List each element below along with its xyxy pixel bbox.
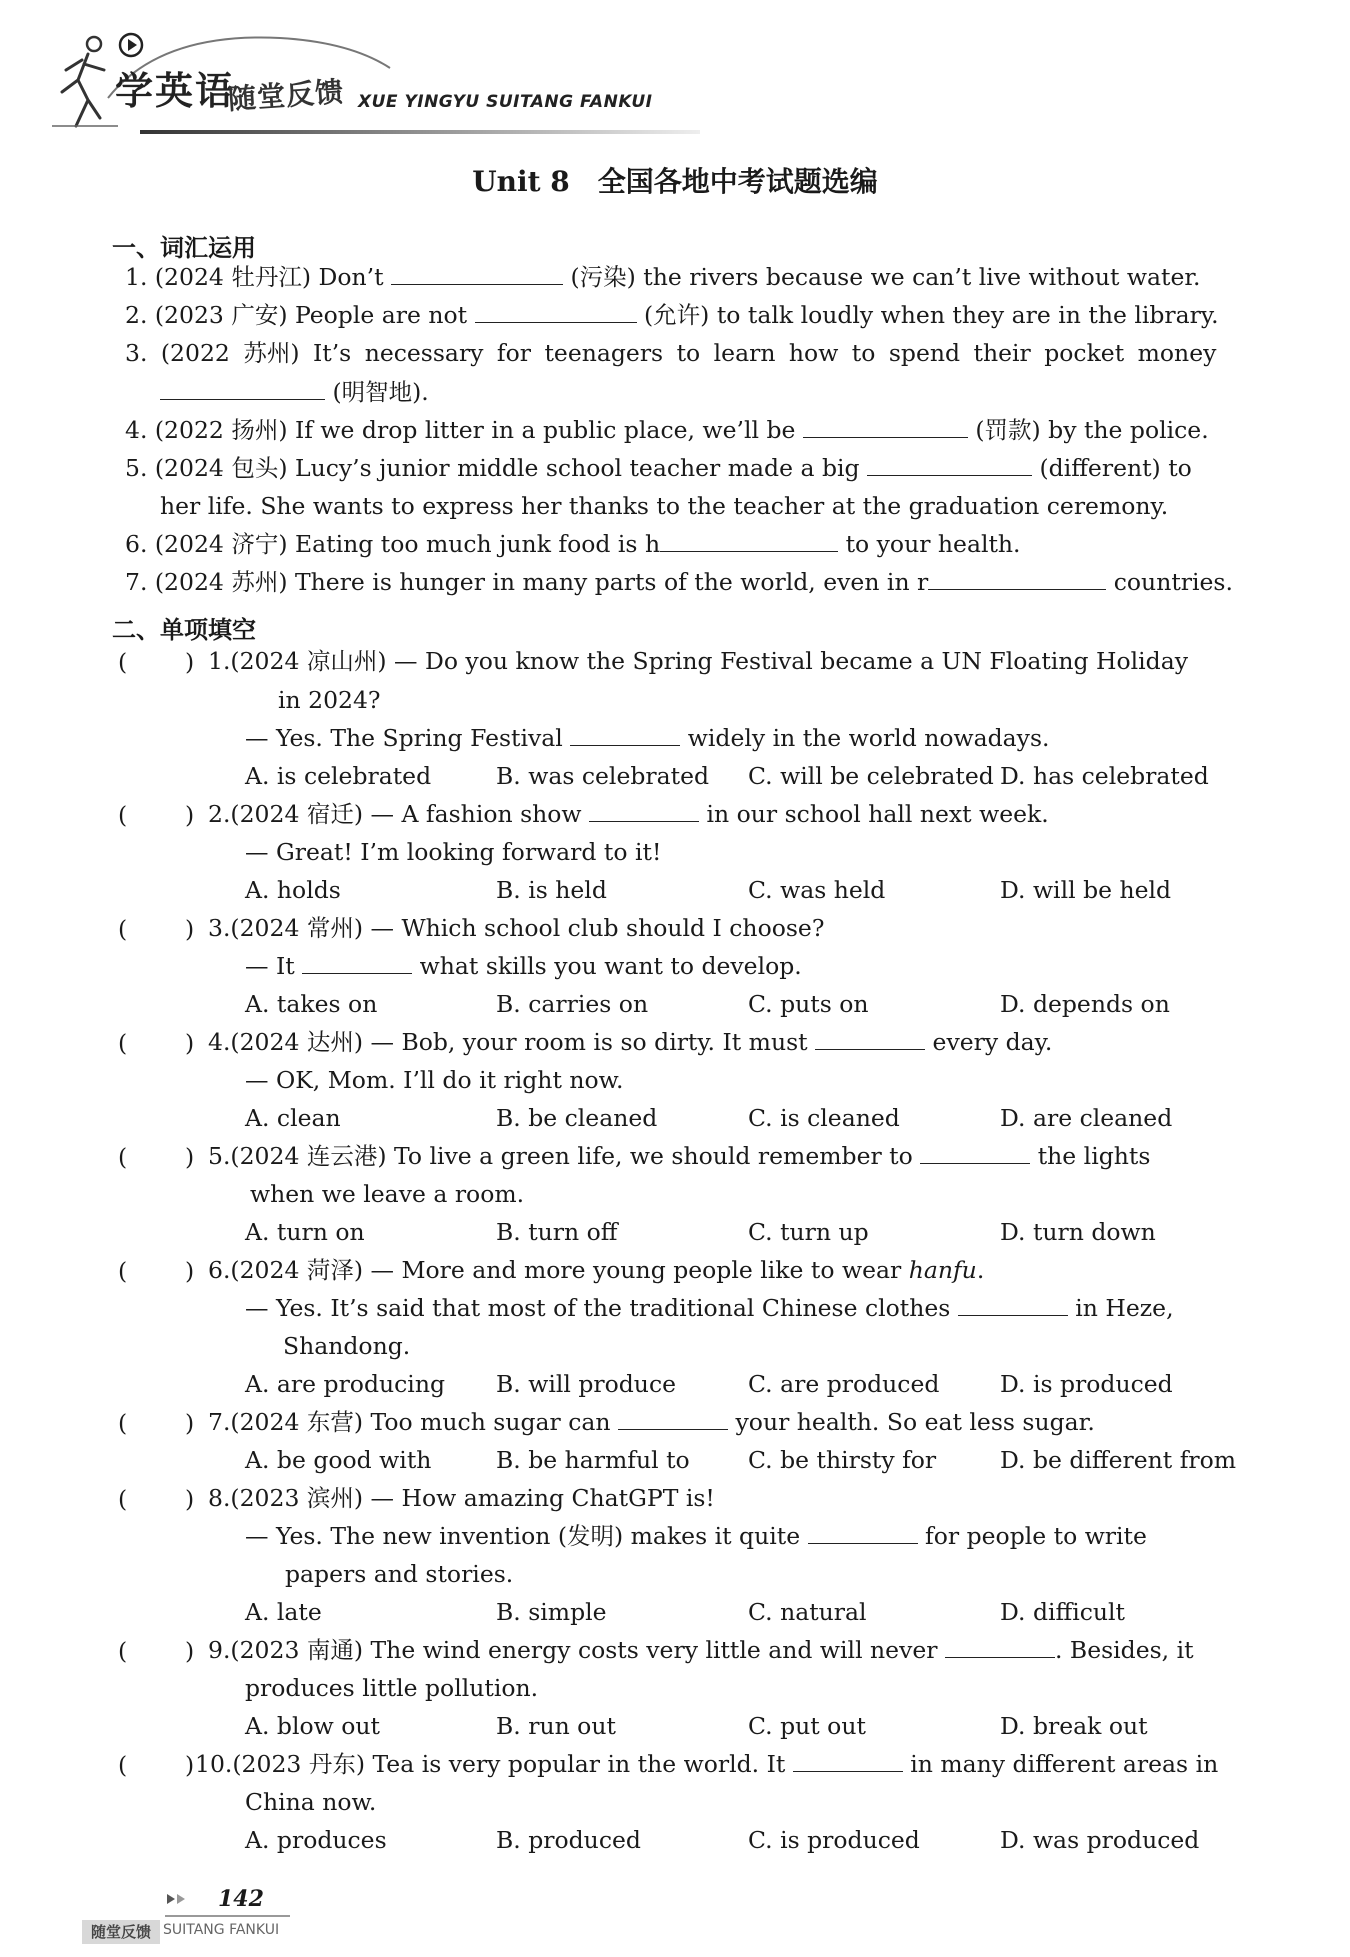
answer-blank[interactable] <box>867 454 1032 476</box>
answer-blank[interactable] <box>660 530 838 552</box>
answer-blank[interactable] <box>160 378 325 400</box>
option-c[interactable]: C. are produced <box>748 1370 940 1398</box>
option-b[interactable]: B. was celebrated <box>496 762 710 790</box>
option-d[interactable]: D. difficult <box>1000 1598 1125 1626</box>
mc-q1-line3: — Yes. The Spring Festival widely in the world nowadays. <box>245 724 1050 752</box>
mc-q10-line1: 10.(2023 丹东) Tea is very popular in the world. It in many different areas in <box>195 1750 1219 1778</box>
vocab-item-3: 3. (2022 苏州) It’s necessary for teenagers to learn how to spend their pocket money <box>125 339 1217 367</box>
vocab-item-1: 1. (2024 牡丹江) Don’t (污染) the rivers because we can’t live without water. <box>125 263 1201 291</box>
option-a[interactable]: A. be good with <box>245 1446 432 1474</box>
answer-paren-close: ) <box>185 1485 195 1513</box>
answer-paren-close: ) <box>185 1143 195 1171</box>
mc-q5-line1: 5.(2024 连云港) To live a green life, we should remember to the lights <box>208 1142 1151 1170</box>
vocab-item-6: 6. (2024 济宁) Eating too much junk food is h to your health. <box>125 530 1021 558</box>
mc-q8-line1: 8.(2023 滨州) — How amazing ChatGPT is! <box>208 1484 715 1512</box>
option-d[interactable]: D. break out <box>1000 1712 1148 1740</box>
option-c[interactable]: C. is produced <box>748 1826 920 1854</box>
option-b[interactable]: B. will produce <box>496 1370 677 1398</box>
answer-paren-open[interactable]: ( <box>118 1751 128 1779</box>
answer-paren-open[interactable]: ( <box>118 1029 128 1057</box>
mc-q4-line2: — OK, Mom. I’ll do it right now. <box>245 1066 624 1094</box>
option-c[interactable]: C. turn up <box>748 1218 869 1246</box>
mc-q6-line1: 6.(2024 菏泽) — More and more young people like to wear hanfu. <box>208 1256 985 1284</box>
header-title-cn2: 随堂反馈 <box>227 74 346 117</box>
vocab-item-3-cont: (明智地). <box>160 378 429 407</box>
answer-paren-close: ) <box>185 1029 195 1057</box>
answer-paren-open[interactable]: ( <box>118 1143 128 1171</box>
option-c[interactable]: C. natural <box>748 1598 867 1626</box>
answer-blank[interactable] <box>391 263 563 285</box>
answer-paren-open[interactable]: ( <box>118 915 128 943</box>
option-d[interactable]: D. depends on <box>1000 990 1170 1018</box>
option-d[interactable]: D. be different from <box>1000 1446 1237 1474</box>
vocab-item-2: 2. (2023 广安) People are not (允许) to talk loudly when they are in the library. <box>125 301 1219 329</box>
section1-title: 一、词汇运用 <box>112 234 256 262</box>
vocab-item-5: 5. (2024 包头) Lucy’s junior middle school teacher made a big (different) to <box>125 454 1192 482</box>
answer-paren-open[interactable]: ( <box>118 1257 128 1285</box>
option-b[interactable]: B. is held <box>496 876 607 904</box>
page-header <box>40 22 680 137</box>
answer-blank[interactable] <box>920 1142 1030 1164</box>
mc-q9-line1: 9.(2023 南通) The wind energy costs very little and will never . Besides, it <box>208 1636 1194 1664</box>
mc-q5-line2: when we leave a room. <box>250 1180 525 1208</box>
option-d[interactable]: D. are cleaned <box>1000 1104 1173 1132</box>
option-c[interactable]: C. will be celebrated <box>748 762 994 790</box>
answer-paren-close: ) <box>185 801 195 829</box>
answer-paren-close: ) <box>185 1409 195 1437</box>
answer-blank[interactable] <box>589 800 699 822</box>
answer-blank[interactable] <box>793 1750 903 1772</box>
vocab-item-7: 7. (2024 苏州) There is hunger in many parts of the world, even in r countries. <box>125 568 1233 596</box>
answer-blank[interactable] <box>928 568 1106 590</box>
answer-paren-close: ) <box>185 1257 195 1285</box>
answer-blank[interactable] <box>475 301 637 323</box>
option-d[interactable]: D. has celebrated <box>1000 762 1209 790</box>
footer-rule <box>165 1915 290 1917</box>
header-underline <box>140 130 700 134</box>
page-number: 142 <box>218 1886 264 1912</box>
double-arrow-icon <box>165 1893 205 1905</box>
option-a[interactable]: A. turn on <box>245 1218 365 1246</box>
option-c[interactable]: C. puts on <box>748 990 869 1018</box>
option-a[interactable]: A. holds <box>245 876 341 904</box>
mc-q6-line3: Shandong. <box>283 1332 411 1360</box>
mc-q7-line1: 7.(2024 东营) Too much sugar can your health. So eat less sugar. <box>208 1408 1095 1436</box>
answer-paren-open[interactable]: ( <box>118 1637 128 1665</box>
unit-title: Unit 8 全国各地中考试题选编 <box>472 165 878 198</box>
mc-q1-line2: in 2024? <box>278 686 381 714</box>
option-d[interactable]: D. is produced <box>1000 1370 1173 1398</box>
option-a[interactable]: A. clean <box>245 1104 341 1132</box>
answer-blank[interactable] <box>945 1636 1055 1658</box>
answer-paren-close: ) <box>185 915 195 943</box>
answer-paren-open[interactable]: ( <box>118 1409 128 1437</box>
answer-paren-close: ) <box>185 1637 195 1665</box>
option-b[interactable]: B. turn off <box>496 1218 618 1246</box>
answer-blank[interactable] <box>808 1522 918 1544</box>
answer-blank[interactable] <box>618 1408 728 1430</box>
footer-badge: 随堂反馈 <box>82 1920 160 1944</box>
option-c[interactable]: C. was held <box>748 876 886 904</box>
option-c[interactable]: C. is cleaned <box>748 1104 900 1132</box>
option-c[interactable]: C. put out <box>748 1712 866 1740</box>
answer-paren-open[interactable]: ( <box>118 801 128 829</box>
option-d[interactable]: D. will be held <box>1000 876 1172 904</box>
play-icon <box>118 32 144 58</box>
option-b[interactable]: B. be cleaned <box>496 1104 658 1132</box>
mc-q8-line3: papers and stories. <box>285 1560 514 1588</box>
answer-blank[interactable] <box>958 1294 1068 1316</box>
answer-paren-close: ) <box>185 1751 195 1779</box>
footer-en: SUITANG FANKUI <box>163 1922 280 1938</box>
mc-q3-line1: 3.(2024 常州) — Which school club should I choose? <box>208 914 825 942</box>
answer-paren-open[interactable]: ( <box>118 1485 128 1513</box>
option-d[interactable]: D. was produced <box>1000 1826 1200 1854</box>
mc-q9-line2: produces little pollution. <box>245 1674 539 1702</box>
option-a[interactable]: A. blow out <box>245 1712 380 1740</box>
mc-q2-line2: — Great! I’m looking forward to it! <box>245 838 662 866</box>
answer-blank[interactable] <box>570 724 680 746</box>
option-a[interactable]: A. takes on <box>245 990 378 1018</box>
mc-q6-line2: — Yes. It’s said that most of the traditional Chinese clothes in Heze, <box>245 1294 1174 1322</box>
header-title-en: XUE YINGYU SUITANG FANKUI <box>358 92 653 112</box>
vocab-item-4: 4. (2022 扬州) If we drop litter in a public place, we’ll be (罚款) by the police. <box>125 416 1209 444</box>
section2-title: 二、单项填空 <box>112 616 256 644</box>
mc-q8-line2: — Yes. The new invention (发明) makes it quite for people to write <box>245 1522 1147 1550</box>
option-b[interactable]: B. run out <box>496 1712 616 1740</box>
answer-blank[interactable] <box>302 952 412 974</box>
mc-q10-line2: China now. <box>245 1788 377 1816</box>
mc-q1-line1: 1.(2024 凉山州) — Do you know the Spring Festival became a UN Floating Holiday <box>208 647 1188 675</box>
header-title-cn: 学英语 <box>115 69 236 113</box>
option-a[interactable]: A. produces <box>245 1826 387 1854</box>
option-b[interactable]: B. simple <box>496 1598 607 1626</box>
option-b[interactable]: B. be harmful to <box>496 1446 690 1474</box>
option-b[interactable]: B. produced <box>496 1826 641 1854</box>
option-a[interactable]: A. is celebrated <box>245 762 432 790</box>
answer-blank[interactable] <box>815 1028 925 1050</box>
option-a[interactable]: A. are producing <box>245 1370 445 1398</box>
mc-q4-line1: 4.(2024 达州) — Bob, your room is so dirty. It must every day. <box>208 1028 1053 1056</box>
answer-paren-open[interactable]: ( <box>118 648 128 676</box>
option-d[interactable]: D. turn down <box>1000 1218 1156 1246</box>
vocab-item-5-cont: her life. She wants to express her thanks to the teacher at the graduation ceremony. <box>160 492 1169 520</box>
option-a[interactable]: A. late <box>245 1598 322 1626</box>
answer-paren-close: ) <box>185 648 195 676</box>
mc-q2-line1: 2.(2024 宿迁) — A fashion show in our school hall next week. <box>208 800 1049 828</box>
answer-blank[interactable] <box>803 416 968 438</box>
option-c[interactable]: C. be thirsty for <box>748 1446 937 1474</box>
mc-q3-line2: — It what skills you want to develop. <box>245 952 802 980</box>
option-b[interactable]: B. carries on <box>496 990 649 1018</box>
